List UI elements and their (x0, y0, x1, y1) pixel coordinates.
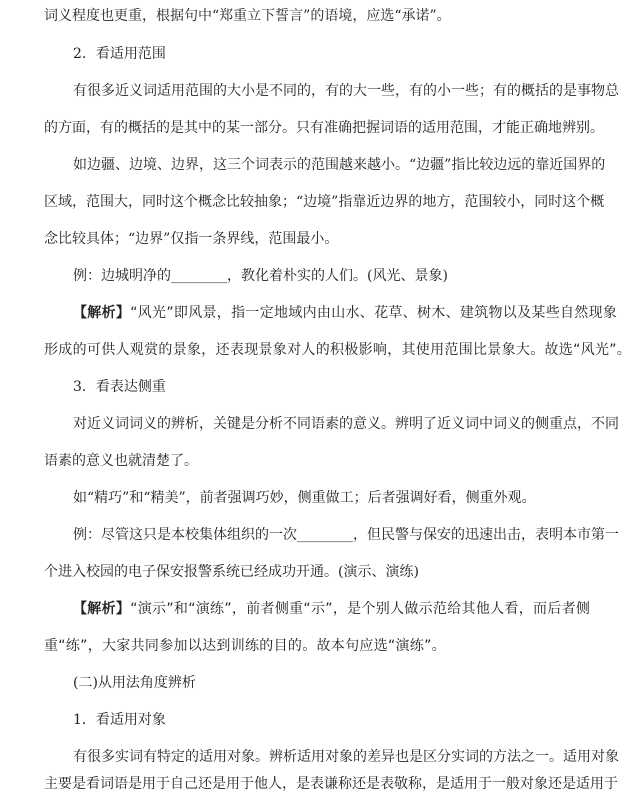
analysis-label: 【解析】 (73, 601, 131, 617)
analysis-text: “风光”即风景，指一定地域内由山水、花草、树木、建筑物以及某些自然现象 (130, 305, 618, 321)
analysis-line: 形成的可供人观赏的景象，还表现景象对人的积极影响，其使用范围比景象大。故选“风光”。 (44, 342, 632, 358)
example-line: 例：边城明净的________，教化着朴实的人们。(风光、景象) (73, 268, 448, 284)
paragraph-line: 对近义词词义的辨析，关键是分析不同语素的意义。辨明了近义词中词义的侧重点，不同 (73, 416, 619, 432)
analysis-line (73, 303, 640, 323)
paragraph-line: 词义程度也更重，根据句中“郑重立下誓言”的语境，应选“承诺”。 (44, 8, 451, 24)
analysis-line (73, 599, 640, 619)
analysis-line: 重“练”，大家共同参加以达到训练的目的。故本句应选“演练”。 (44, 638, 447, 654)
example-line: 个进入校园的电子保安报警系统已经成功开通。(演示、演练) (44, 564, 419, 580)
section-heading: 2．看适用范围 (73, 46, 166, 62)
paragraph-line: 的方面，有的概括的是其中的某一部分。只有准确把握词语的适用范围，才能正确地辨别。 (44, 120, 604, 136)
example-line: 例：尽管这只是本校集体组织的一次________，但民警与保安的迅速出击，表明本市第一 (73, 527, 619, 543)
section-heading: 1．看适用对象 (73, 712, 166, 728)
paragraph-line: 有很多实词有特定的适用对象。辨析适用对象的差异也是区分实词的方法之一。适用对象 (73, 749, 619, 765)
analysis-label: 【解析】 (73, 305, 131, 321)
paragraph-line: 如“精巧”和“精美”，前者强调巧妙，侧重做工；后者强调好看，侧重外观。 (73, 490, 536, 506)
paragraph-line: 区域，范围大，同时这个概念比较抽象；“边境”指靠近边界的地方，范围较小，同时这个概 (44, 194, 605, 210)
paragraph-line: 语素的意义也就清楚了。 (44, 453, 198, 469)
paragraph-line: 主要是看词语是用于自己还是用于他人，是表谦称还是表敬称，是适用于一般对象还是适用于 (44, 776, 618, 792)
section-heading: 3．看表达侧重 (73, 379, 166, 395)
paragraph-line: 念比较具体；“边界”仅指一条界线，范围最小。 (44, 231, 339, 247)
analysis-text: “演示”和“演练”，前者侧重“示”，是个别人做示范给其他人看，而后者侧 (130, 601, 591, 617)
subsection-heading: (二)从用法角度辨析 (73, 675, 196, 691)
paragraph-line: 有很多近义词适用范围的大小是不同的，有的大一些，有的小一些；有的概括的是事物总 (73, 83, 619, 99)
paragraph-line: 如边疆、边境、边界，这三个词表示的范围越来越小。“边疆”指比较边远的靠近国界的 (73, 157, 606, 173)
